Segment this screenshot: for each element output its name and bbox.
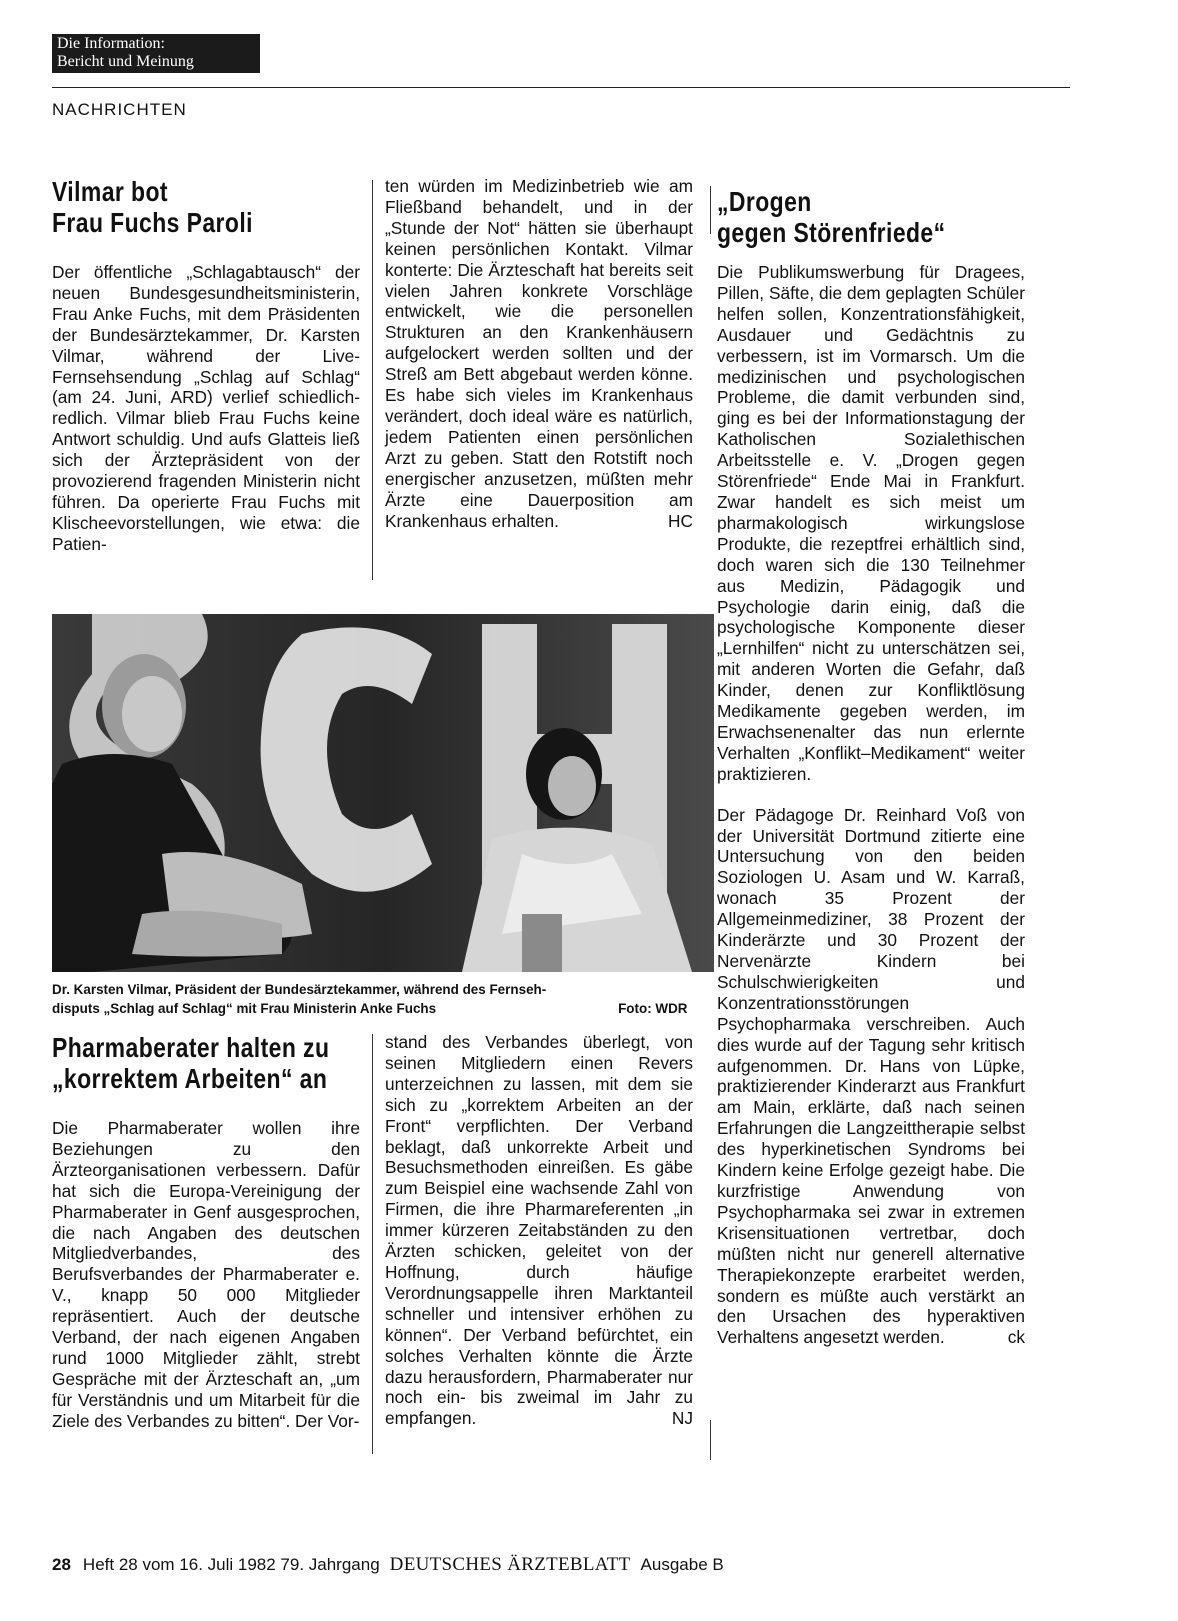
rubric-line-2: Bericht und Meinung [57, 53, 194, 70]
article2-column-2 [385, 1032, 693, 1429]
article1-headline-line1: Vilmar bot [52, 176, 168, 207]
column-divider [372, 180, 373, 580]
article1-text-1: Der öffentliche „Schlagabtausch“ der neuen Bundesgesundheitsministerin, Frau Anke Fuchs, mit dem Präsidenten der Bundesärztekammer, Dr. Karsten Vilmar, während der Live-Fernsehsendung „Schlag auf Schlag“ (am 24. Juni, ARD) verlief schiedlich-redlich. Vilmar blieb Frau Fuchs keine Antwort schuldig. Und aufs Glatteis ließ sich der Ärztepräsident von der provozierend fragenden Ministerin nicht führen. Da operierte Frau Fuchs mit Klischeevorstellungen, wie etwa: die Patien- [52, 262, 360, 554]
article3-headline [717, 186, 946, 248]
article3-signature: ck [1007, 1327, 1025, 1348]
caption-line-1: Dr. Karsten Vilmar, Präsident der Bundesärztekammer, während des Fernseh- [52, 981, 547, 997]
photo-illustration [52, 614, 714, 972]
edition: Ausgabe B [640, 1555, 724, 1574]
article2-signature: NJ [671, 1408, 693, 1429]
issue-info: Heft 28 vom 16. Juli 1982 79. Jahrgang [82, 1555, 380, 1574]
page-number: 28 [52, 1555, 71, 1574]
magazine-name: DEUTSCHES ÄRZTEBLATT [389, 1554, 631, 1575]
rubric-line-1: Die Information: [57, 35, 165, 52]
caption-line-2: disputs „Schlag auf Schlag“ mit Frau Ministerin Anke Fuchs [52, 1000, 437, 1016]
photo-caption [52, 980, 688, 1018]
column-divider-2 [372, 1034, 373, 1454]
rubric-box [52, 34, 260, 73]
article2-column-1 [52, 1118, 360, 1432]
photo-credit: Foto: WDR [618, 1000, 688, 1016]
article1-headline [52, 176, 253, 238]
column-divider-4 [710, 1420, 711, 1460]
column-divider-3 [710, 186, 711, 234]
article2-headline-line1: Pharmaberater halten zu [52, 1032, 330, 1063]
article2-headline-line2: „korrektem Arbeiten“ an [52, 1063, 328, 1094]
tv-debate-photo [52, 614, 714, 972]
article1-text-2: ten würden im Medizinbetrieb wie am Fließband behandelt, und in der „Stunde der Not“ hätten sie überhaupt keinen persönlichen Kontakt. Vilmar konterte: Die Ärzteschaft hat bereits seit vielen Jahren konkrete Vorschläge entwickelt, wie die personellen Strukturen an den Krankenhäusern aufgelockert werden sollten und der Streß am Bett abgebaut werden könne. Es habe sich vieles im Krankenhaus verändert, doch ideal wäre es natürlich, jedem Patienten einen persönlichen Arzt zu geben. Statt den Rotstift noch energischer anzusetzen, müßten mehr Ärzte eine Dauerposition am Krankenhaus erhalten. [385, 176, 693, 531]
article1-headline-line2: Frau Fuchs Paroli [52, 207, 253, 238]
top-rule [52, 87, 1070, 88]
article3-column [717, 262, 1025, 1348]
page-footer [52, 1554, 724, 1576]
article3-headline-line1: „Drogen [717, 186, 812, 217]
article1-column-1 [52, 262, 360, 555]
article2-text-2: stand des Verbandes überlegt, von seinen Mitgliedern einen Revers unterzeichnen zu lassen, mit dem sie sich zu „korrektem Arbeiten an der Front“ verpflichten. Der Verband beklagt, daß unkorrekte Arbeit und Besuchsmethoden einreißen. Es gäbe zum Beispiel eine wachsende Zahl von Firmen, die ihre Pharmareferenten „in immer kürzeren Zeitabständen zu den Ärzten schicken, geleitet von der Hoffnung, durch häufige Verordnungsappelle ihren Marktanteil schneller und intensiver erhöhen zu können“. Der Verband befürchtet, ein solches Verhalten könnte die Ärzte dazu herausfordern, Pharmaberater nur noch ein- bis zweimal im Jahr zu empfangen. [385, 1032, 693, 1429]
article3-paragraph-1: Die Publikumswerbung für Dragees, Pillen, Säfte, die dem geplagten Schüler helfen sollen, Konzentrationsfähigkeit, Ausdauer und Gedächtnis zu verbessern, ist im Vormarsch. Um die medizinischen und psychologischen Probleme, die damit verbunden sind, ging es bei der Informationstagung der Katholischen Sozialethischen Arbeitsstelle e. V. „Drogen gegen Störenfriede“ Ende Mai in Frankfurt. Zwar handelt es sich meist um pharmakologisch wirkungslose Produkte, die rezeptfrei erhältlich sind, doch waren sich die 130 Teilnehmer aus Medizin, Pädagogik und Psychologie darin einig, daß die psychologische Komponente dieser „Lernhilfen“ nicht zu unterschätzen sei, mit anderen Worten die Gefahr, daß Kinder, denen zur Konfliktlösung Medikamente gegeben werden, im Erwachsenenalter das nun erlernte Verhalten „Konflikt–Medikament“ weiter praktizieren. [717, 262, 1025, 784]
article1-column-2 [385, 176, 693, 531]
article3-paragraph-2: Der Pädagoge Dr. Reinhard Voß von der Universität Dortmund zitierte eine Untersuchung von den beiden Soziologen U. Asam und W. Karraß, wonach 35 Prozent der Allgemeinmediziner, 38 Prozent der Kinderärzte und 30 Prozent der Nervenärzte Kindern bei Schulschwierigkeiten und Konzentrationsstörungen Psychopharmaka verschreiben. Auch dies wurde auf der Tagung sehr kritisch aufgenommen. Dr. Hans von Lüpke, praktizierender Kinderarzt aus Frankfurt am Main, erklärte, daß nach seinen Erfahrungen die Langzeittherapie selbst des hyperkinetischen Syndroms bei Kindern keine Erfolge gezeigt habe. Die kurzfristige Anwendung von Psychopharmaka sei zwar in extremen Krisensituationen vertretbar, doch müßten nicht nur generell alternative Therapiekonzepte erarbeitet werden, sondern es müßte auch verstärkt an den Ursachen des hyperaktiven Verhaltens angesetzt werden. [717, 804, 1025, 1348]
article1-signature: HC [668, 510, 693, 531]
section-title: NACHRICHTEN [52, 100, 187, 119]
article2-headline [52, 1032, 329, 1094]
article2-text-1: Die Pharmaberater wollen ihre Beziehungen zu den Ärzteorganisationen verbessern. Dafür hat sich die Europa-Vereinigung der Pharmaberater in Genf ausgesprochen, die nach Angaben des deutschen Mitgliedverbandes, des Berufsverbandes der Pharmaberater e. V., knapp 50 000 Mitglieder repräsentiert. Auch der deutsche Verband, der nach eigenen Angaben rund 1000 Mitglieder zählt, strebt Gespräche mit der Ärzteschaft an, „um für Verständnis und um Mitarbeit für die Ziele des Verbandes zu bitten“. Der Vor- [52, 1118, 360, 1431]
article3-headline-line2: gegen Störenfriede“ [717, 217, 946, 248]
